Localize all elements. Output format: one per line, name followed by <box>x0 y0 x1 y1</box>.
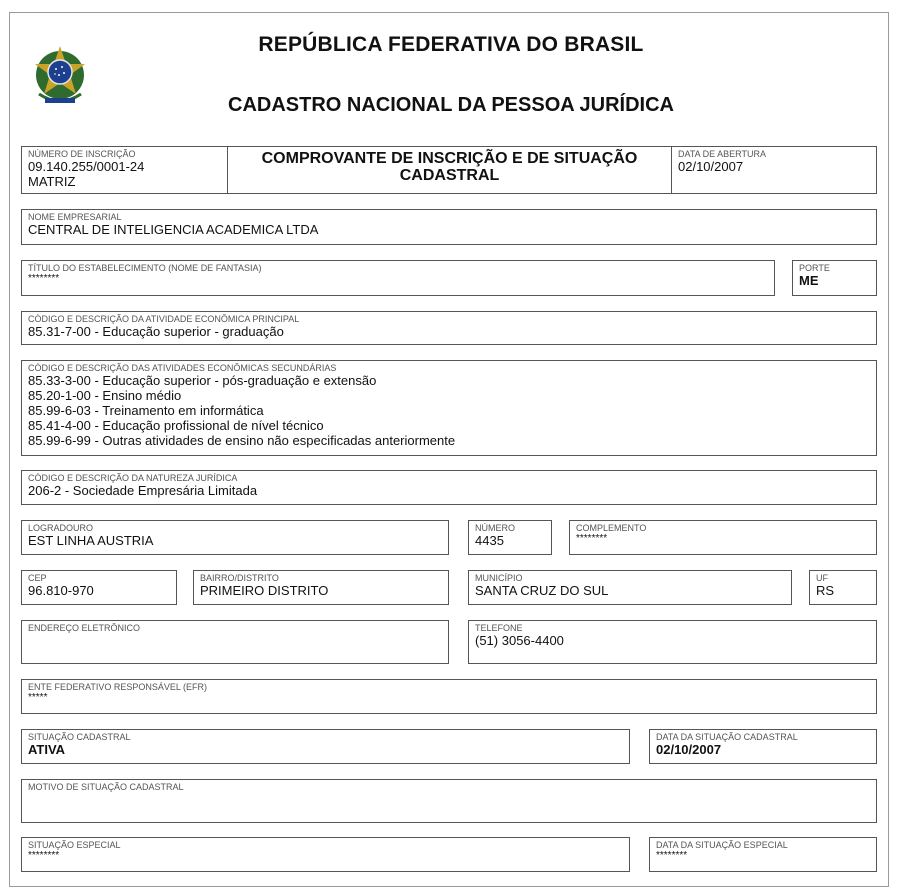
efr-box <box>21 679 877 714</box>
atividade-secundaria-item: 85.41-4-00 - Educação profissional de nível técnico <box>28 418 324 433</box>
field-label: ENDEREÇO ELETRÔNICO <box>28 623 141 633</box>
atividade-secundaria-item: 85.33-3-00 - Educação superior - pós-graduação e extensão <box>28 373 377 388</box>
nome-empresarial-box <box>21 209 877 245</box>
field-label: CÓDIGO E DESCRIÇÃO DA NATUREZA JURÍDICA <box>28 473 238 483</box>
field-label: COMPLEMENTO <box>576 523 647 533</box>
situacao-especial-value: ******** <box>28 850 60 861</box>
atividade-secundaria-item: 85.99-6-03 - Treinamento em informática <box>28 403 264 418</box>
abertura-box <box>671 146 877 194</box>
titulo-value: ******** <box>28 273 60 284</box>
field-label: TÍTULO DO ESTABELECIMENTO (NOME DE FANTASIA) <box>28 263 262 273</box>
atividade-principal-box <box>21 311 877 345</box>
field-label: NOME EMPRESARIAL <box>28 212 122 222</box>
porte-value: ME <box>799 273 819 288</box>
header-subtitle: CADASTRO NACIONAL DA PESSOA JURÍDICA <box>228 94 674 116</box>
motivo-situacao-box <box>21 779 877 823</box>
logradouro-box <box>21 520 449 555</box>
field-label: CÓDIGO E DESCRIÇÃO DAS ATIVIDADES ECONÔMICAS SECUNDÁRIAS <box>28 363 337 373</box>
field-label: LOGRADOURO <box>28 523 94 533</box>
bairro-box <box>193 570 449 605</box>
atividade-secundaria-item: 85.20-1-00 - Ensino médio <box>28 388 182 403</box>
complemento-box <box>569 520 877 555</box>
inscricao-box <box>21 146 228 194</box>
inscricao-numero: 09.140.255/0001-24 <box>28 159 145 174</box>
data-situacao-especial-value: ******** <box>656 850 688 861</box>
data-situacao-cadastral-box <box>649 729 877 764</box>
municipio-value: SANTA CRUZ DO SUL <box>475 583 609 598</box>
atividade-secundaria-item: 85.99-6-99 - Outras atividades de ensino não especificadas anteriormente <box>28 433 456 448</box>
complemento-value: ******** <box>576 533 608 544</box>
field-label: SITUAÇÃO ESPECIAL <box>28 840 121 850</box>
bairro-value: PRIMEIRO DISTRITO <box>200 583 329 598</box>
comprovante-line1: COMPROVANTE DE INSCRIÇÃO E DE SITUAÇÃO <box>261 150 638 167</box>
field-label: CEP <box>28 573 47 583</box>
numero-value: 4435 <box>475 533 504 548</box>
field-label: PORTE <box>799 263 830 273</box>
comprovante-line2: CADASTRAL <box>399 167 500 184</box>
field-label: ENTE FEDERATIVO RESPONSÁVEL (EFR) <box>28 682 208 692</box>
cep-value: 96.810-970 <box>28 583 94 598</box>
uf-box <box>809 570 877 605</box>
field-label: DATA DA SITUAÇÃO CADASTRAL <box>656 732 798 742</box>
nome-empresarial-value: CENTRAL DE INTELIGENCIA ACADEMICA LTDA <box>28 222 319 237</box>
situacao-cadastral-value: ATIVA <box>28 742 66 757</box>
field-label: CÓDIGO E DESCRIÇÃO DA ATIVIDADE ECONÔMICA PRINCIPAL <box>28 314 300 324</box>
numero-box <box>468 520 552 555</box>
atividade-principal-value: 85.31-7-00 - Educação superior - graduação <box>28 324 284 339</box>
field-label: MOTIVO DE SITUAÇÃO CADASTRAL <box>28 782 184 792</box>
efr-value: ***** <box>28 692 48 703</box>
uf-value: RS <box>816 583 835 598</box>
header-title: REPÚBLICA FEDERATIVA DO BRASIL <box>258 33 644 56</box>
field-label: SITUAÇÃO CADASTRAL <box>28 732 131 742</box>
titulo-box <box>21 260 775 296</box>
atividades-secundarias-box <box>21 360 877 456</box>
municipio-box <box>468 570 792 605</box>
endereco-eletronico-box <box>21 620 449 664</box>
situacao-cadastral-box <box>21 729 630 764</box>
inscricao-tipo: MATRIZ <box>28 174 76 189</box>
field-label: DATA DE ABERTURA <box>678 149 767 159</box>
field-label: UF <box>816 573 828 583</box>
field-label: NÚMERO DE INSCRIÇÃO <box>28 149 136 159</box>
field-label: DATA DA SITUAÇÃO ESPECIAL <box>656 840 788 850</box>
telefone-box <box>468 620 877 664</box>
field-label: NÚMERO <box>475 523 515 533</box>
data-situacao-especial-box <box>649 837 877 872</box>
natureza-juridica-box <box>21 470 877 505</box>
field-label: BAIRRO/DISTRITO <box>200 573 279 583</box>
abertura-value: 02/10/2007 <box>678 159 744 174</box>
porte-box <box>792 260 877 296</box>
field-label: TELEFONE <box>475 623 523 633</box>
cep-box <box>21 570 177 605</box>
field-label: MUNICÍPIO <box>475 573 523 583</box>
telefone-value: (51) 3056-4400 <box>475 633 564 648</box>
logradouro-value: EST LINHA AUSTRIA <box>28 533 154 548</box>
natureza-juridica-value: 206-2 - Sociedade Empresária Limitada <box>28 483 258 498</box>
comprovante-title <box>227 146 672 194</box>
situacao-especial-box <box>21 837 630 872</box>
data-situacao-cadastral-value: 02/10/2007 <box>656 742 722 757</box>
